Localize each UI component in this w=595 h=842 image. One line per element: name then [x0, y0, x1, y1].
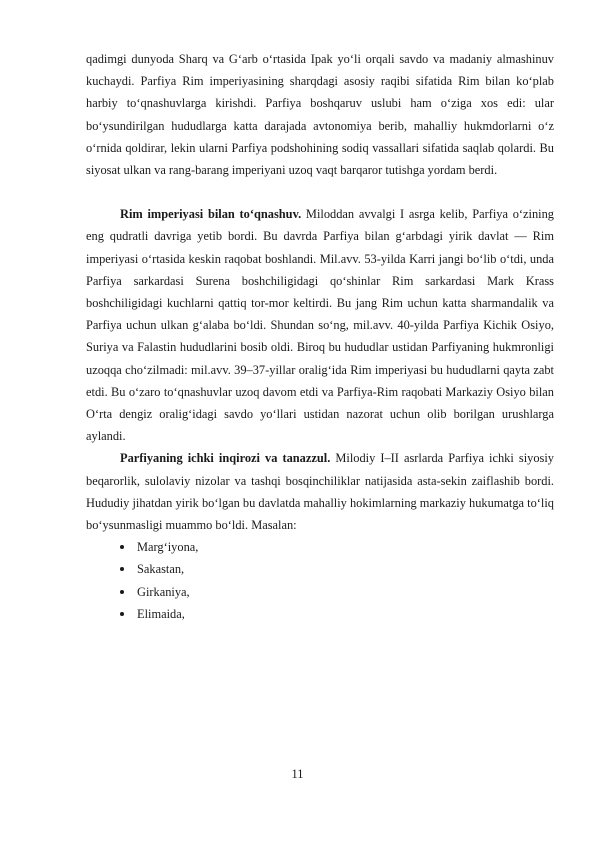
rome-conflict-body: Miloddan avvalgi I asrga kelib, Parfiya o‘zining eng qudratli davriga yetib bordi. Bu davrda Parfiya bilan g‘arbdagi yirik davlat — Rim imperiyasi o‘rtasida keskin raqobat boshlandi. Mil.avv. 53-yilda Karri jangi bo‘lib o‘tdi, unda Parfiya sarkardasi Surena boshchiligidagi qo‘shinlar Rim sarkardasi Mark Krass boshchiligidagi kuchlarni qattiq tor-mor keltirdi. Bu jang Rim uchun katta sharmandalik va Parfiya uchun ulkan g‘alaba bo‘ldi. Shundan so‘ng, mil.avv. 40-yilda Parfiya Kichik Osiyo, Suriya va Falastin hududlarini bosib oldi. Biroq bu hududlar ustidan Parfiyaning hukmronligi uzoqqa cho‘zilmadi: mil.avv. 39–37-yillar oralig‘ida Rim imperiyasi bu hududlarni qayta zabt etdi. Bu o‘zaro to‘qnashuvlar uzoq davom etdi va Parfiya-Rim raqobati Markaziy Osiyo bilan O‘rta dengiz oralig‘idagi savdo yo‘llari ustidan nazorat uchun olib borilgan urushlarga aylandi.: [86, 207, 554, 444]
region-list: [86, 536, 554, 625]
bullet-icon: [120, 590, 124, 594]
decline-body: Milodiy I–II asrlarda Parfiya ichki siyosiy beqarorlik, sulolaviy nizolar va tashqi bosqinchiliklar natijasida asta-sekin zaiflashib bordi. Hududiy jihatdan yirik bo‘lgan bu davlatda mahalliy hokimlarning markaziy hukumatga to‘liq bo‘ysunmasligi muammo bo‘ldi. Masalan:: [86, 451, 554, 533]
decline-heading: Parfiyaning ichki inqirozi va tanazzul.: [120, 451, 331, 466]
list-item: [120, 581, 554, 603]
bullet-icon: [120, 545, 124, 549]
bullet-icon: [120, 612, 124, 616]
list-item-text: Sakastan,: [137, 562, 185, 577]
rome-conflict-heading: Rim imperiyasi bilan to‘qnashuv.: [120, 207, 302, 222]
list-item-text: Elimaida,: [137, 606, 185, 621]
list-item: [120, 558, 554, 580]
list-item: [120, 536, 554, 558]
list-item: [120, 603, 554, 625]
intro-paragraph: qadimgi dunyoda Sharq va G‘arb o‘rtasida Ipak yo‘li orqali savdo va madaniy almashinuv kuchaydi. Parfiya Rim imperiyasining sharqdagi asosiy raqibi sifatida Rim bilan ko‘plab harbiy to‘qnashuvlarga kirishdi. Parfiya boshqaruv uslubi ham o‘ziga xos edi: ular bo‘ysundirilgan hududlarga katta darajada avtonomiya berib, mahalliy hukmdorlarni o‘z o‘rnida qoldirar, lekin ularni Parfiya podshohining sodiq vassallari sifatida saqlab qolardi. Bu siyosat ulkan va rang-barang imperiyani uzoq vaqt barqaror tutishga yordam berdi.: [86, 52, 554, 178]
list-item-text: Marg‘iyona,: [137, 540, 199, 555]
page-number: 11: [291, 767, 304, 781]
paragraph-spacer: [86, 181, 554, 203]
document-page: [86, 48, 554, 625]
decline-paragraph: [86, 447, 554, 536]
bullet-icon: [120, 567, 124, 571]
list-item-text: Girkaniya,: [137, 584, 190, 599]
rome-conflict-paragraph: [86, 203, 554, 447]
